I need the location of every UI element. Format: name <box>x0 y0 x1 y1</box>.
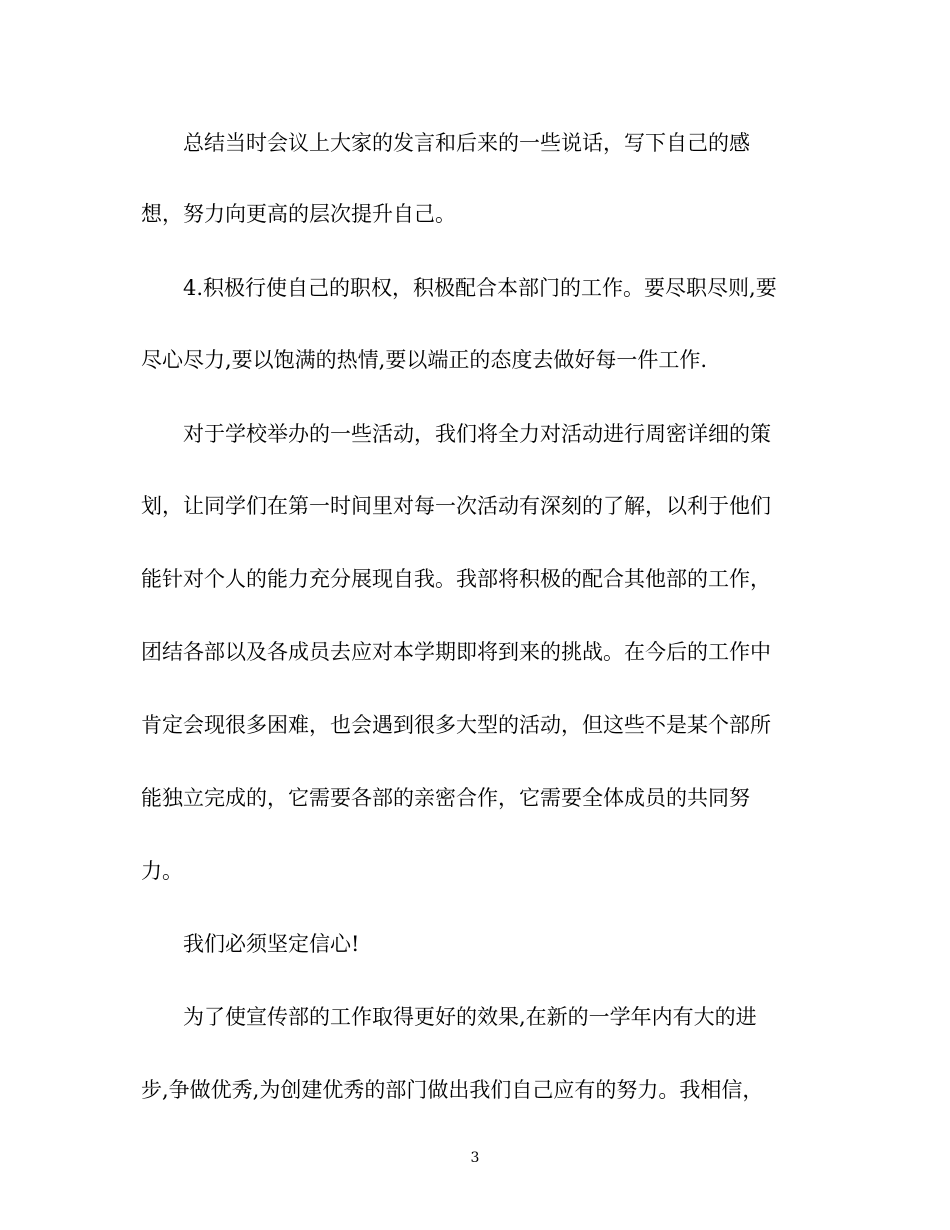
paragraph-3-line-4: 团结各部以及各成员去应对本学期即将到来的挑战。在今后的工作中 <box>141 640 771 664</box>
page-number: 3 <box>470 1150 480 1166</box>
paragraph-1-line-2: 想，努力向更高的层次提升自己。 <box>141 202 456 226</box>
paragraph-2-line-1: 4.积极行使自己的职权，积极配合本部门的工作。要尽职尽则,要 <box>183 276 777 300</box>
paragraph-5-line-2: 步,争做优秀,为创建优秀的部门做出我们自己应有的努力。我相信， <box>141 1078 764 1102</box>
paragraph-3-line-3: 能针对个人的能力充分展现自我。我部将积极的配合其他部的工作， <box>141 567 771 591</box>
paragraph-3-line-7: 力。 <box>141 859 183 883</box>
paragraph-3-line-1: 对于学校举办的一些活动，我们将全力对活动进行周密详细的策 <box>183 422 771 446</box>
paragraph-3-line-6: 能独立完成的，它需要各部的亲密合作，它需要全体成员的共同努 <box>141 786 750 810</box>
paragraph-3-line-5: 肯定会现很多困难，也会遇到很多大型的活动，但这些不是某个部所 <box>141 713 771 737</box>
paragraph-5-line-1: 为了使宣传部的工作取得更好的效果,在新的一学年内有大的进 <box>183 1005 757 1029</box>
paragraph-4-line-1: 我们必须坚定信心! <box>183 932 360 956</box>
paragraph-3-line-2: 划，让同学们在第一时间里对每一次活动有深刻的了解，以利于他们 <box>141 494 771 518</box>
paragraph-2-line-2: 尽心尽力,要以饱满的热情,要以端正的态度去做好每一件工作. <box>141 348 708 372</box>
paragraph-1-line-1: 总结当时会议上大家的发言和后来的一些说话，写下自己的感 <box>183 131 750 155</box>
